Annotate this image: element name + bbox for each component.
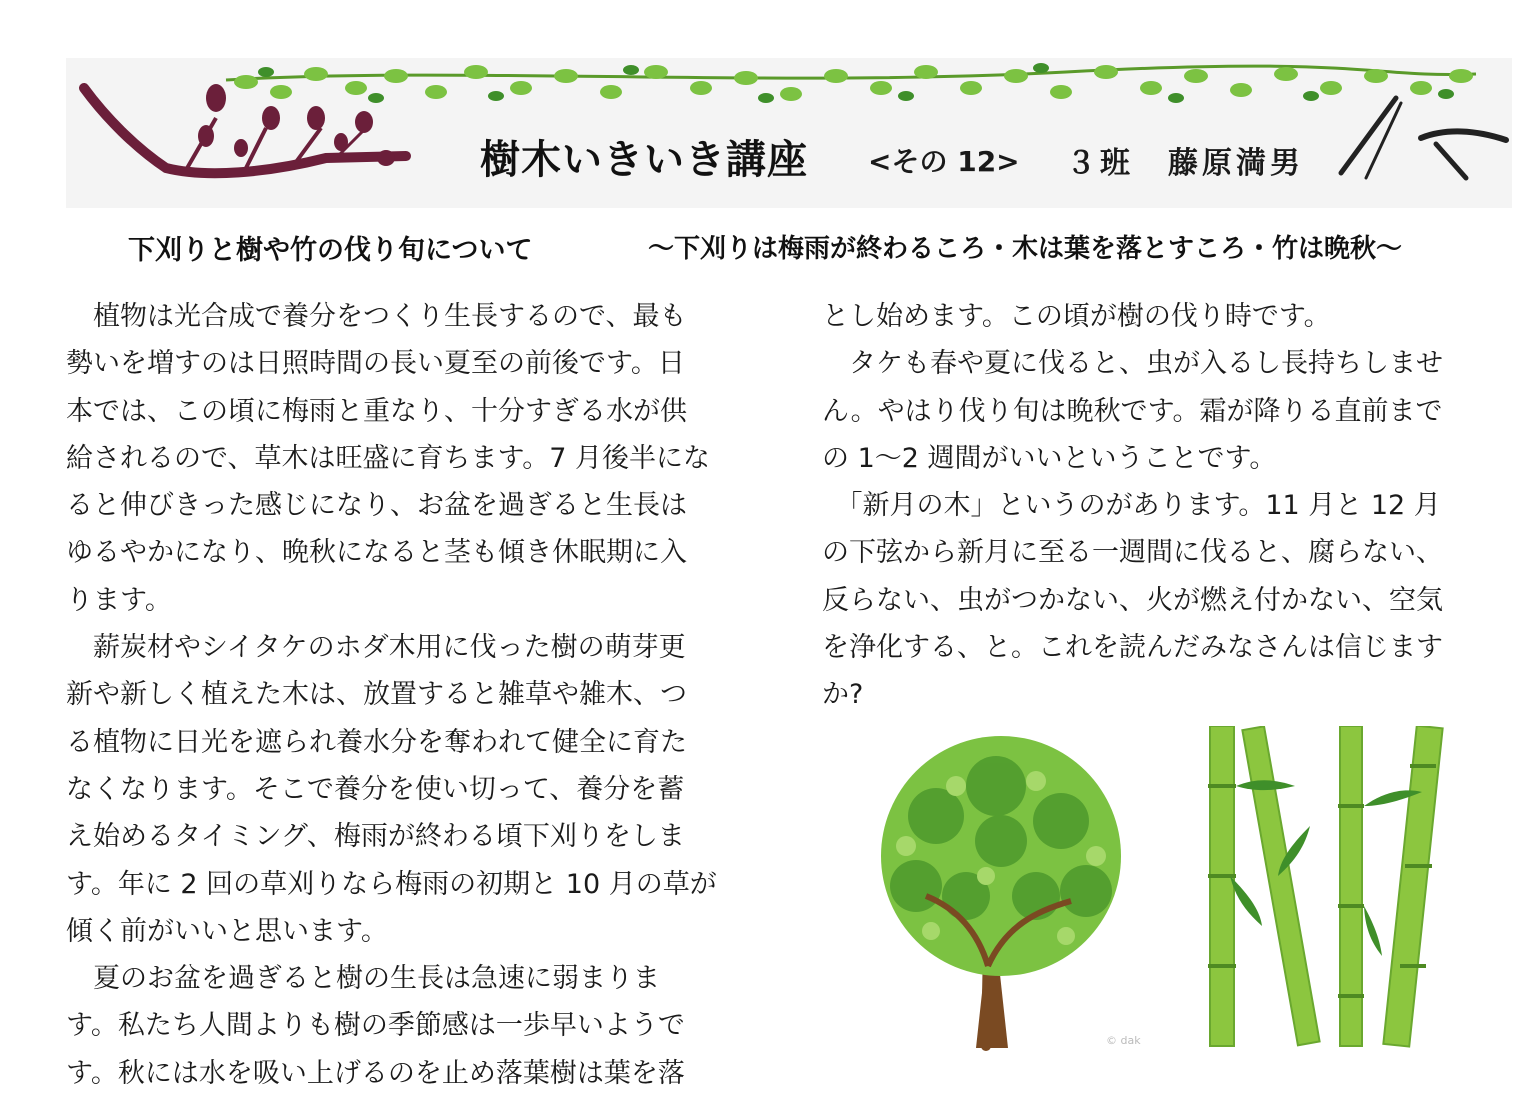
text-line: え始めるタイミング、梅雨が終わる頃下刈りをしま <box>66 821 685 853</box>
text-line: す。私たち人間よりも樹の季節感は一歩早いようで <box>66 1010 685 1042</box>
watermark: © dak <box>1106 1034 1141 1047</box>
text-line: なくなります。そこで養分を使い切って、養分を蓄 <box>66 773 685 805</box>
text-line: 夏のお盆を過ぎると樹の生長は急速に弱まりま <box>66 963 660 995</box>
text-line: の下弦から新月に至る一週間に伐ると、腐らない、 <box>822 537 1443 569</box>
text-line: ると伸びきった感じになり、お盆を過ぎると生長は <box>66 490 687 522</box>
text-line: 傾く前がいいと思います。 <box>66 915 388 947</box>
text-line: ります。 <box>66 584 172 616</box>
episode-label: <その 12> <box>868 145 1020 178</box>
text-line: す。年に 2 回の草刈りなら梅雨の初期と 10 月の草が <box>66 868 717 900</box>
text-line: 勢いを増すのは日照時間の長い夏至の前後です。日 <box>66 348 685 380</box>
text-line: る植物に日光を遮られ養水分を奪われて健全に育た <box>66 726 687 758</box>
text-line: す。秋には水を吸い上げるのを止め落葉樹は葉を落 <box>66 1057 685 1089</box>
text-line: を浄化する、と。これを読んだみなさんは信じます <box>822 632 1443 664</box>
text-line: の 1～2 週間がいいということです。 <box>822 442 1277 474</box>
text-line: か? <box>822 679 864 711</box>
text-line: 給されるので、草木は旺盛に育ちます。7 月後半にな <box>66 442 711 474</box>
text-line: タケも春や夏に伐ると、虫が入るし長持ちしませ <box>822 348 1443 380</box>
body-column-left <box>66 293 781 1097</box>
text-line: 新や新しく植えた木は、放置すると雑草や雑木、つ <box>66 679 687 711</box>
text-line: 「新月の木」というのがあります。11 月と 12 月 <box>822 490 1441 522</box>
author-name: ３班 藤原満男 <box>1066 146 1304 181</box>
subtitle-right: ～下刈りは梅雨が終わるころ・木は葉を落とすころ・竹は晩秋～ <box>648 234 1403 264</box>
page-title: 樹木いきいき講座 <box>480 137 808 183</box>
text-line: ん。やはり伐り旬は晩秋です。霜が降りる直前まで <box>822 395 1443 427</box>
text-line: 植物は光合成で養分をつくり生長するので、最も <box>66 301 687 332</box>
text-line: ゆるやかになり、晩秋になると茎も傾き休眠期に入 <box>66 537 687 569</box>
text-line: 本では、この頃に梅雨と重なり、十分すぎる水が供 <box>66 395 687 427</box>
tree-illustration <box>836 726 1166 1056</box>
text-line: 反らない、虫がつかない、火が燃え付かない、空気 <box>822 584 1443 616</box>
text-line: 薪炭材やシイタケのホダ木用に伐った樹の萌芽更 <box>66 632 686 664</box>
body-column-right <box>822 293 1512 719</box>
text-line: とし始めます。この頃が樹の伐り時です。 <box>822 301 1331 332</box>
subtitle-left: 下刈りと樹や竹の伐り旬について <box>128 235 533 266</box>
bamboo-illustration <box>1200 726 1470 1056</box>
